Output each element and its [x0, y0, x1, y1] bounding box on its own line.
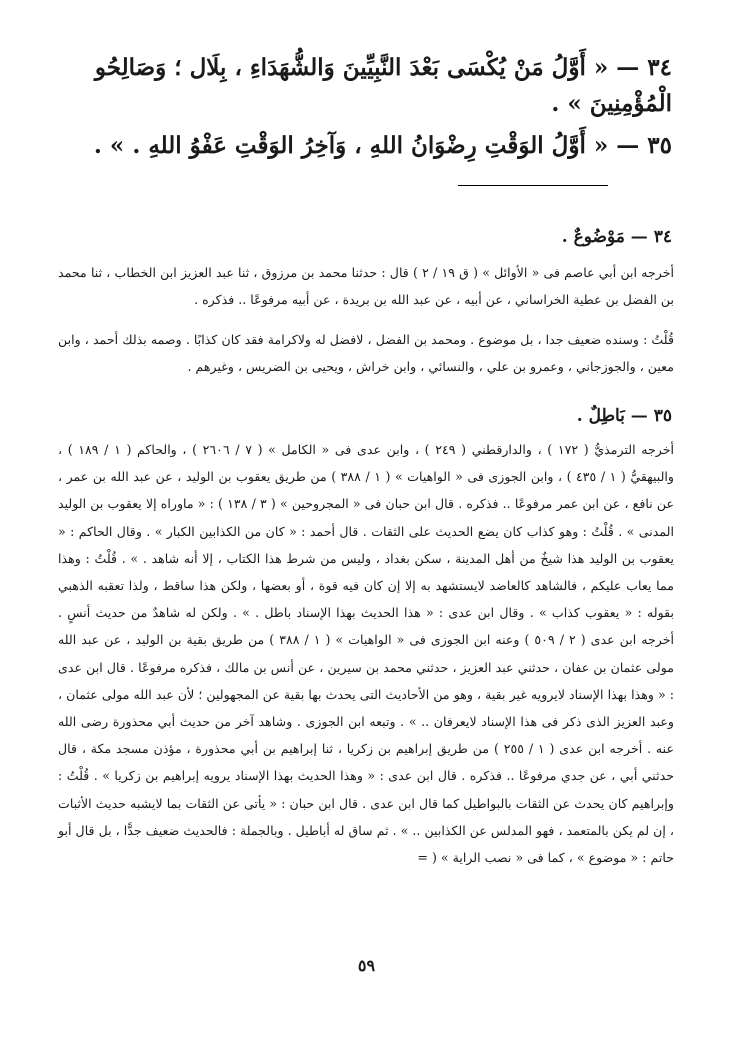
section-34-heading: ٣٤ — مَوْضُوعٌ .: [561, 227, 672, 247]
section-34-paragraph-2: قُلْتُ : وسنده ضعيف جدا ، بل موضوع . ومحمد بن الفضل ، لافضل له ولاكرامة فقد كان كذابًا . وصمه بذلك أحمد ، وابن معين ، والجوزجاني ، وعمرو بن علي ، والنسائي ، وابن خراش ، ويحيى بن الضريس ، وغيرهم .: [58, 332, 674, 375]
hadith-34-text: ٣٤ — « أَوَّلُ مَنْ يُكْسَى بَعْدَ النَّبِيِّينَ وَالشُّهَدَاءِ ، بِلَال ؛ وَصَالِحُو الْمُؤْمِنِينَ » .: [94, 54, 672, 117]
section-35-body: أخرجه الترمذيُّ ( ١٧٢ ) ، والدارقطني ( ٢٤٩ ) ، وابن عدى فى « الكامل » ( ٧ / ٢٦٠٦ ) ، والحاكم ( ١ / ١٨٩ ) ، والبيهقيُّ ( ١ / ٤٣٥ ) ، وابن الجوزى فى « الواهيات » ( ١ / ٣٨٨ ) من طريق يعقوب بن الوليد ، عن عبد الله بن عمر ، عن نافع ، عن ابن عمر مرفوعًا .. فذكره . قال ابن حبان فى « المجروحين » ( ٣ / ١٣٨ ) : « ماوراه إلا يعقوب بن الوليد المدنى » . قُلْتُ : وهو كذاب كان يضع الحديث على الثقات . قال أحمد : « كان من الكذابين الكبار » . وقال الحاكم : « يعقوب بن الوليد هذا شيخٌ من أهل المدينة ، سكن بغداد ، وليس من شرط هذا الكتاب ، إلا أنه شاهد . » . قُلْتُ : وهذا مما يعاب عليكم ، فالشاهد كالعاضد لايستشهد به إلا إن كان فيه قوة ، أو بعضها ، ولكن هذا ساقط ، ولذا تعقبه الذهبي بقوله : « يعقوب كذاب » . وقال ابن عدى : « هذا الحديث بهذا الإسناد باطل . » . ولكن له شاهدٌ من حديث أنسٍ . أخرجه ابن عدى ( ٢ / ٥٠٩ ) وعنه ابن الجوزى فى « الواهيات » ( ١ / ٣٨٨ ) من طريق بقية بن الوليد ، عن عبد الله مولى عثمان بن عفان ، حدثني عبد العزيز ، حدثني محمد بن سيرين ، عن أنس بن مالك ، فذكره مرفوعًا . قال ابن عدى : « وهذا بهذا الإسناد لايرويه غير بقية ، وهو من الأحاديث التى يحدث بها بقية عن المجهولين ؛ لأن عبد الله مولى عثمان ، وعبد العزيز الذى ذكر فى هذا الإسناد لايعرفان .. » . وتبعه ابن الجوزى . وشاهد آخر من حديث أبي محذورة رضى الله عنه . أخرجه ابن عدى ( ١ / ٢٥٥ ) من طريق إبراهيم بن زكريا ، ثنا إبراهيم بن أبي محذورة ، مؤذن مسجد مكة ، قال حدثني أبي ، عن جدي مرفوعًا .. فذكره . قال ابن عدى : « وهذا الحديث بهذا الإسناد يرويه إبراهيم بن زكريا » . قُلْتُ : وإبراهيم كان يحدث عن الثقات بالبواطيل كما قال ابن عدى . قال ابن حبان : « يأتى عن الثقات بما لايشبه حديث الأثبات ، إن لم يكن بالمتعمد ، فهو المدلس عن الكذابين .. » . ثم ساق له أباطيل . وبالجملة : فالحديث ضعيف جدًّا ، بل قال أبو حاتم : « موضوع » ، كما فى « نصب الراية » ( =: [58, 442, 675, 866]
section-34-paragraph-1: أخرجه ابن أبي عاصم فى « الأوائل » ( ق ١٩ / ٢ ) قال : حدثنا محمد بن مرزوق ، ثنا عبد العزيز ابن الخطاب ، ثنا محمد بن الفضل بن عطية الخراساني ، عن أبيه ، عن عبد الله بن بريدة ، عن أبيه مرفوعًا .. فذكره .: [58, 265, 674, 308]
hadith-35-text: ٣٥ — « أَوَّلُ الوَقْتِ رِضْوَانُ اللهِ ، وَآخِرُ الوَقْتِ عَفْوُ اللهِ . » .: [93, 132, 672, 159]
section-35-heading: ٣٥ — بَاطِلٌ .: [576, 406, 672, 426]
footnote-separator: [458, 185, 608, 186]
page-number: ٥٩: [357, 956, 376, 975]
